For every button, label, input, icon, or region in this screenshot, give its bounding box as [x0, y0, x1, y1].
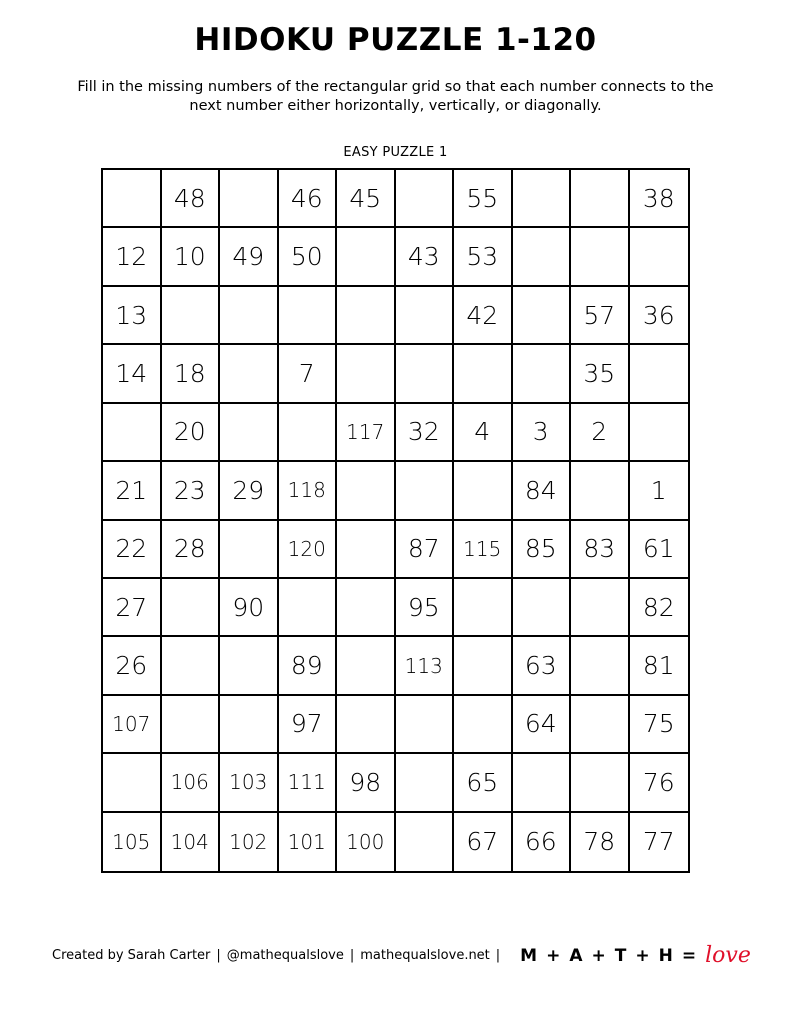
grid-cell-given: 106	[162, 754, 221, 812]
grid-cell-empty	[162, 637, 221, 695]
grid-cell-given: 53	[454, 228, 513, 286]
grid-cell-empty	[513, 287, 572, 345]
grid-cell-empty	[630, 345, 689, 403]
grid-cell-given: 43	[396, 228, 455, 286]
grid-cell-empty	[396, 345, 455, 403]
grid-cell-given: 107	[103, 696, 162, 754]
grid-cell-empty	[454, 696, 513, 754]
grid-cell-given: 76	[630, 754, 689, 812]
brand-love: love	[705, 943, 751, 968]
brand-plus: +	[635, 945, 650, 966]
footer-website: mathequalslove.net	[360, 948, 490, 963]
grid-cell-empty	[571, 696, 630, 754]
grid-cell-given: 103	[220, 754, 279, 812]
brand-letter-h: H	[658, 945, 673, 966]
grid-cell-given: 81	[630, 637, 689, 695]
grid-cell-given: 117	[337, 404, 396, 462]
grid-cell-empty	[454, 637, 513, 695]
grid-cell-given: 38	[630, 170, 689, 228]
grid-cell-given: 18	[162, 345, 221, 403]
grid-cell-given: 85	[513, 521, 572, 579]
grid-cell-given: 22	[103, 521, 162, 579]
grid-cell-empty	[220, 345, 279, 403]
grid-cell-empty	[630, 228, 689, 286]
footer-separator: |	[349, 948, 355, 963]
grid-cell-empty	[162, 287, 221, 345]
grid-cell-given: 83	[571, 521, 630, 579]
grid-cell-empty	[396, 170, 455, 228]
footer-separator: |	[495, 948, 501, 963]
grid-cell-given: 4	[454, 404, 513, 462]
grid-cell-empty	[103, 404, 162, 462]
grid-cell-empty	[454, 462, 513, 520]
grid-cell-given: 78	[571, 813, 630, 871]
grid-cell-given: 23	[162, 462, 221, 520]
grid-cell-given: 101	[279, 813, 338, 871]
hidoku-grid	[101, 168, 690, 873]
grid-cell-empty	[337, 637, 396, 695]
grid-cell-given: 7	[279, 345, 338, 403]
footer	[52, 943, 751, 968]
grid-cell-empty	[103, 170, 162, 228]
grid-cell-empty	[396, 754, 455, 812]
grid-cell-empty	[337, 521, 396, 579]
grid-cell-empty	[571, 228, 630, 286]
grid-cell-given: 111	[279, 754, 338, 812]
grid-cell-empty	[454, 345, 513, 403]
puzzle-label: EASY PUZZLE 1	[343, 145, 448, 160]
grid-cell-empty	[279, 287, 338, 345]
grid-cell-given: 57	[571, 287, 630, 345]
grid-cell-given: 113	[396, 637, 455, 695]
grid-cell-given: 45	[337, 170, 396, 228]
grid-cell-given: 12	[103, 228, 162, 286]
grid-cell-empty	[571, 754, 630, 812]
grid-cell-given: 3	[513, 404, 572, 462]
grid-cell-empty	[396, 813, 455, 871]
grid-cell-given: 46	[279, 170, 338, 228]
grid-cell-empty	[337, 696, 396, 754]
grid-cell-given: 42	[454, 287, 513, 345]
grid-cell-given: 97	[279, 696, 338, 754]
footer-handle: @mathequalslove	[226, 948, 344, 963]
grid-cell-empty	[220, 696, 279, 754]
grid-cell-given: 20	[162, 404, 221, 462]
instructions-text: Fill in the missing numbers of the rectangular grid so that each number connects to the next number either horizontally, vertically, or diagonally.	[77, 79, 714, 114]
page-title: HIDOKU PUZZLE 1-120	[194, 22, 597, 58]
brand-logo	[520, 943, 751, 968]
grid-cell-empty	[513, 754, 572, 812]
grid-cell-given: 1	[630, 462, 689, 520]
grid-cell-given: 10	[162, 228, 221, 286]
grid-cell-empty	[337, 345, 396, 403]
grid-cell-given: 89	[279, 637, 338, 695]
grid-cell-given: 67	[454, 813, 513, 871]
brand-letter-a: A	[569, 945, 583, 966]
grid-cell-given: 63	[513, 637, 572, 695]
grid-cell-given: 13	[103, 287, 162, 345]
grid-cell-given: 115	[454, 521, 513, 579]
grid-cell-given: 64	[513, 696, 572, 754]
grid-cell-given: 55	[454, 170, 513, 228]
grid-cell-given: 49	[220, 228, 279, 286]
grid-cell-given: 29	[220, 462, 279, 520]
grid-cell-given: 14	[103, 345, 162, 403]
grid-cell-given: 26	[103, 637, 162, 695]
grid-cell-given: 102	[220, 813, 279, 871]
brand-letter-t: T	[614, 945, 627, 966]
grid-cell-given: 35	[571, 345, 630, 403]
grid-cell-empty	[162, 696, 221, 754]
grid-cell-empty	[337, 462, 396, 520]
grid-cell-given: 50	[279, 228, 338, 286]
brand-plus: +	[546, 945, 561, 966]
grid-cell-empty	[571, 462, 630, 520]
grid-cell-empty	[220, 404, 279, 462]
grid-cell-given: 82	[630, 579, 689, 637]
grid-cell-empty	[630, 404, 689, 462]
grid-cell-given: 118	[279, 462, 338, 520]
grid-cell-given: 75	[630, 696, 689, 754]
grid-cell-given: 65	[454, 754, 513, 812]
grid-cell-given: 32	[396, 404, 455, 462]
grid-cell-empty	[220, 287, 279, 345]
grid-cell-given: 100	[337, 813, 396, 871]
grid-cell-given: 27	[103, 579, 162, 637]
grid-cell-given: 61	[630, 521, 689, 579]
brand-letter-m: M	[520, 945, 538, 966]
grid-cell-given: 120	[279, 521, 338, 579]
grid-cell-empty	[220, 170, 279, 228]
grid-cell-given: 77	[642, 827, 675, 857]
grid-cell-given: 87	[396, 521, 455, 579]
grid-cell-empty	[396, 696, 455, 754]
grid-cell-given: 36	[630, 287, 689, 345]
brand-plus: +	[591, 945, 606, 966]
grid-cell-empty	[103, 754, 162, 812]
grid-cell-given: 21	[103, 462, 162, 520]
grid-cell-given: 98	[337, 754, 396, 812]
grid-cell-empty	[454, 579, 513, 637]
grid-cell-given: 2	[571, 404, 630, 462]
grid-cell-given: 90	[220, 579, 279, 637]
grid-cell-empty	[337, 228, 396, 286]
grid-cell-empty	[396, 462, 455, 520]
grid-cell-given: 84	[513, 462, 572, 520]
grid-cell-empty	[337, 579, 396, 637]
grid-cell-empty	[571, 579, 630, 637]
grid-cell-empty	[162, 579, 221, 637]
grid-cell-empty	[220, 637, 279, 695]
grid-cell-empty	[571, 637, 630, 695]
brand-equals: =	[681, 945, 697, 966]
grid-cell-empty	[513, 345, 572, 403]
grid-cell-empty	[513, 228, 572, 286]
grid-cell-empty	[279, 579, 338, 637]
grid-cell-given: 66	[513, 813, 572, 871]
grid-cell-empty	[513, 579, 572, 637]
grid-cell-given: 95	[396, 579, 455, 637]
grid-cell-empty	[279, 404, 338, 462]
grid-cell-given: 104	[162, 813, 221, 871]
grid-cell-given: 105	[103, 813, 162, 871]
grid-cell-empty	[337, 287, 396, 345]
footer-credit: Created by Sarah Carter	[52, 948, 211, 963]
grid-cell-empty	[396, 287, 455, 345]
grid-cell-empty	[571, 170, 630, 228]
grid-cell-empty	[220, 521, 279, 579]
grid-cell-empty	[513, 170, 572, 228]
footer-separator: |	[216, 948, 221, 963]
grid-cell-given: 48	[162, 170, 221, 228]
grid-cell-given: 28	[162, 521, 221, 579]
